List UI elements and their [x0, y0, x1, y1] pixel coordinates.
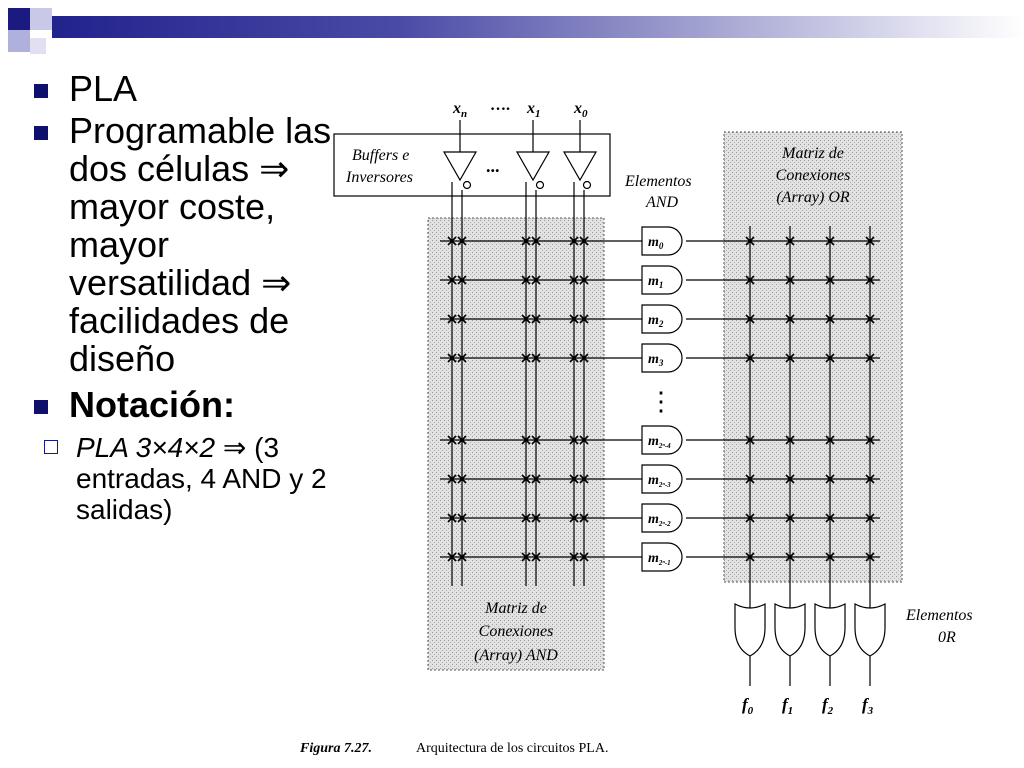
sub-bullet-italic: PLA 3×4×2: [76, 432, 216, 463]
inverter-bubble: [584, 182, 591, 189]
minterm-label: $m_0$: [648, 235, 664, 251]
minterm-label: $m_{2^n-4}$: [648, 434, 671, 450]
matriz-or-label-1: Matriz de: [782, 145, 844, 162]
elementos-or-label: Elementos: [906, 607, 973, 624]
figure-caption-text: Arquitectura de los circuitos PLA.: [416, 741, 609, 756]
or-gate: [855, 604, 885, 656]
minterm-label: $m_1$: [648, 274, 664, 290]
or-label: 0R: [938, 629, 956, 646]
matriz-and-label-1: Matriz de: [485, 600, 547, 617]
minterm-label: $m_{2^n-2}$: [648, 512, 671, 528]
matriz-or-label-2: Conexiones: [775, 167, 851, 184]
output-label: $f_2$: [822, 695, 834, 717]
inversores-label: Inversores: [346, 169, 413, 186]
matriz-or-label-3: (Array) OR: [776, 189, 850, 206]
input-label-x1: $x_1$: [527, 100, 541, 120]
or-gate: [775, 604, 805, 656]
bullet-text: Notación:: [69, 384, 235, 425]
buffers-box: [334, 134, 610, 196]
minterm-label: $m_3$: [648, 352, 664, 368]
input-label-x0: $x_0$: [574, 100, 588, 120]
or-gate: [815, 604, 845, 656]
inverter-bubble: [464, 182, 471, 189]
and-gate-ellipsis: ⋮: [648, 387, 674, 416]
or-gate: [735, 604, 765, 656]
buffer-dots: ...: [486, 156, 500, 176]
matriz-and-label-3: (Array) AND: [474, 647, 558, 664]
bullet-text: Programable las dos células ⇒ mayor coste, mayor versatilidad ⇒ facilidades de diseño: [69, 110, 332, 379]
minterm-label: $m_{2^n-1}$: [648, 551, 671, 567]
minterm-label: $m_{2^n-3}$: [648, 473, 671, 489]
input-label-dots: ….: [490, 97, 510, 114]
or-gates: [735, 604, 885, 656]
output-label: $f_0$: [742, 695, 754, 717]
output-label: $f_3$: [862, 695, 874, 717]
and-label: AND: [646, 194, 678, 211]
bullet-text: PLA: [69, 68, 138, 109]
output-labels: [742, 695, 874, 717]
matriz-and-label-2: Conexiones: [478, 623, 554, 640]
minterm-label: $m_2$: [648, 313, 664, 329]
elementos-and-label: Elementos: [625, 173, 692, 190]
sub-bullet-text: ⇒ (3 entradas, 4 AND y 2 salidas): [76, 432, 327, 525]
figure-caption-label: Figura 7.27.: [300, 741, 372, 756]
input-label-xn: $x_n$: [453, 100, 468, 120]
buffers-label: Buffers e: [352, 147, 410, 164]
output-wires: [750, 656, 870, 686]
inverter-bubble: [537, 182, 544, 189]
output-label: $f_1$: [782, 695, 794, 717]
